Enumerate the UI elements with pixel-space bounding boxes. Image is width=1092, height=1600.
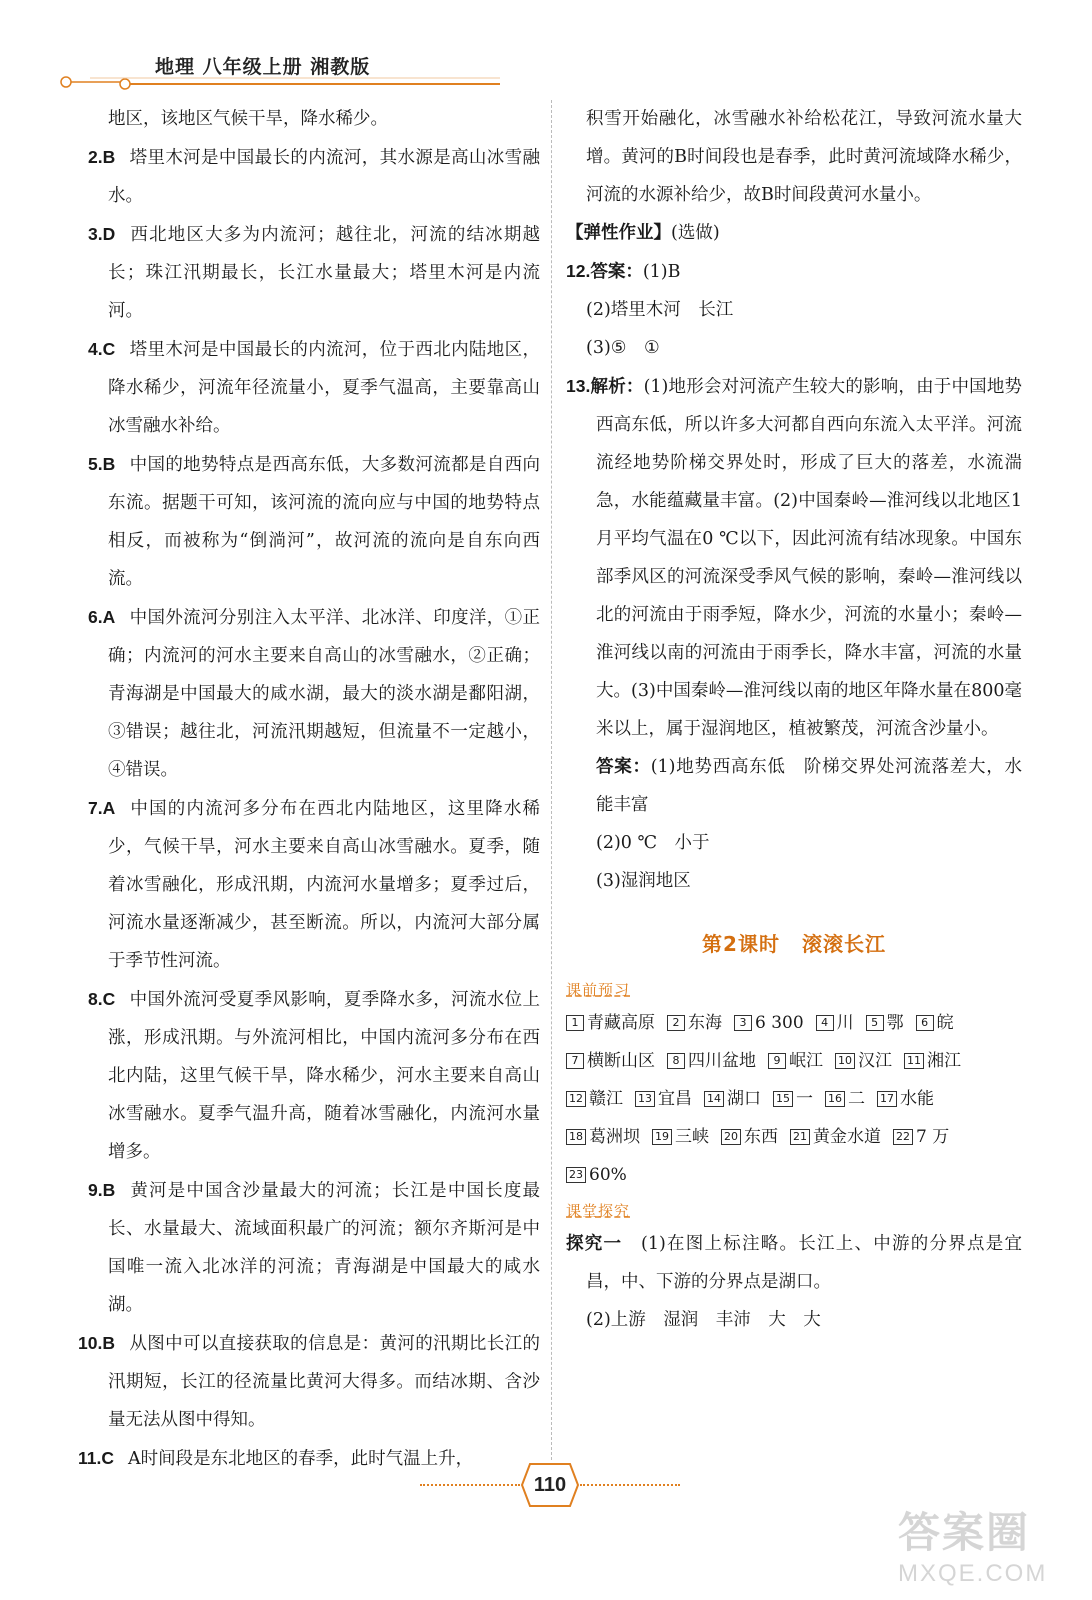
fill-item: 3 6 300 [734, 1004, 804, 1042]
column-divider [551, 100, 552, 1460]
answer-item: 3.D 西北地区大多为内流河；越往北，河流的结冰期越长；珠江汛期最长，长江水量最大；塔里木河是内流河。 [88, 224, 540, 321]
fill-item: 13 宜昌 [635, 1080, 692, 1118]
fill-item: 8 四川盆地 [667, 1042, 756, 1080]
preview-label: 课前预习 [566, 981, 631, 999]
fill-row [566, 1118, 1022, 1156]
fill-item: 10 汉江 [835, 1042, 892, 1080]
fill-item: 20 东西 [721, 1118, 778, 1156]
explore-one-line2: (2)上游 湿润 丰沛 大 大 [586, 1310, 821, 1330]
fill-item: 12 赣江 [566, 1080, 623, 1118]
book-title: 地理 八年级上册 湘教版 [155, 56, 371, 78]
fill-item: 21 黄金水道 [790, 1118, 881, 1156]
fill-item: 16 二 [825, 1080, 865, 1118]
fill-row [566, 1080, 1022, 1118]
answer-item: 5.B 中国的地势特点是西高东低，大多数河流都是自西向东流。据题干可知，该河流的流向应与中国的地势特点相反，而被称为“倒淌河”，故河流的流向是自东向西流。 [88, 454, 540, 589]
q1-continuation: 地区，该地区气候干旱，降水稀少。 [108, 109, 388, 129]
fill-row [566, 1004, 1022, 1042]
answer-item: 2.B 塔里木河是中国最长的内流河，其水源是高山冰雪融水。 [88, 147, 540, 206]
fill-item: 15 一 [773, 1080, 813, 1118]
footer-dots-right [580, 1484, 680, 1486]
q12-line2: (2)塔里木河 长江 [586, 300, 734, 320]
q13-answer: 答案：(1)地势西高东低 阶梯交界处河流落差大，水能丰富 [596, 757, 1022, 815]
answer-item: 9.B 黄河是中国含沙量最大的河流；长江是中国长度最长、水量最大、流域面积最广的河流；额尔齐斯河是中国唯一流入北冰洋的河流；青海湖是中国最大的咸水湖。 [88, 1180, 540, 1315]
fill-item: 18 葛洲坝 [566, 1118, 640, 1156]
fill-item: 11 湘江 [904, 1042, 961, 1080]
answer-item: 7.A 中国的内流河多分布在西北内陆地区，这里降水稀少，气候干旱，河水主要来自高山冰雪融水。夏季，随着冰雪融化，形成汛期，内流河水量增多；夏季过后，河流水量逐渐减少，甚至断流。所以，内流河大部分属于季节性河流。 [88, 798, 540, 971]
fill-answers [566, 1004, 1022, 1194]
fill-item: 4 川 [816, 1004, 854, 1042]
right-column [566, 100, 1022, 1339]
fill-item: 17 水能 [877, 1080, 934, 1118]
footer-dots-left [420, 1484, 520, 1486]
q13-answer-3: (3)湿润地区 [596, 871, 691, 891]
fill-item: 2 东海 [667, 1004, 722, 1042]
left-column [78, 100, 540, 1478]
fill-item: 1 青藏高原 [566, 1004, 655, 1042]
fill-item: 6 皖 [916, 1004, 954, 1042]
page-number: 110 [533, 1474, 567, 1496]
q12: 12.答案：(1)B [566, 261, 681, 282]
fill-row [566, 1042, 1022, 1080]
elastic-heading: 【弹性作业】(选做) [566, 223, 720, 243]
q11-continuation: 积雪开始融化，冰雪融水补给松花江，导致河流水量大增。黄河的B时间段也是春季，此时黄河流域降水稀少，河流的水源补给少，故B时间段黄河水量小。 [586, 109, 1022, 205]
q13-answer-2: (2)0 ℃ 小于 [596, 833, 710, 853]
watermark-logo: 答案圈 MXQE.COM [898, 1508, 1048, 1587]
fill-item: 23 60% [566, 1156, 627, 1194]
fill-row [566, 1156, 1022, 1194]
fill-item: 22 7 万 [893, 1118, 949, 1156]
fill-item: 9 岷江 [768, 1042, 823, 1080]
header-decoration [60, 72, 500, 92]
lesson-title: 第2课时 滚滚长江 [702, 932, 886, 956]
answer-item: 11.C A时间段是东北地区的春季，此时气温上升， [78, 1448, 474, 1469]
explore-label: 课堂探究 [566, 1202, 631, 1220]
fill-item: 19 三峡 [652, 1118, 709, 1156]
page-header [0, 0, 1092, 100]
answer-item: 10.B 从图中可以直接获取的信息是：黄河的汛期比长江的汛期短，长江的径流量比黄河大得多。而结冰期、含沙量无法从图中得知。 [78, 1333, 540, 1430]
fill-item: 14 湖口 [704, 1080, 761, 1118]
explore-one: 探究一 (1)在图上标注略。长江上、中游的分界点是宜昌，中、下游的分界点是湖口。 [566, 1234, 1022, 1292]
answer-item: 6.A 中国外流河分别注入太平洋、北冰洋、印度洋，①正确；内流河的河水主要来自高山的冰雪融水，②正确；青海湖是中国最大的咸水湖，最大的淡水湖是鄱阳湖，③错误；越往北，河流汛期越短，但流量不一定越小，④错误。 [88, 607, 540, 780]
answer-item: 8.C 中国外流河受夏季风影响，夏季降水多，河流水位上涨，形成汛期。与外流河相比，中国内流河多分布在西北内陆，这里气候干旱，降水稀少，河水主要来自高山冰雪融水。夏季气温升高，随着冰雪融化，内流河水量增多。 [88, 989, 540, 1162]
fill-item: 7 横断山区 [566, 1042, 655, 1080]
q12-line3: (3)⑤ ① [586, 338, 660, 358]
answer-item: 4.C 塔里木河是中国最长的内流河，位于西北内陆地区，降水稀少，河流年径流量小，夏季气温高，主要靠高山冰雪融水补给。 [88, 339, 540, 436]
fill-item: 5 鄂 [866, 1004, 904, 1042]
q13-analysis: 13.解析：(1)地形会对河流产生较大的影响，由于中国地势西高东低，所以许多大河都自西向东流入太平洋。河流流经地势阶梯交界处时，形成了巨大的落差，水流湍急，水能蕴藏量丰富。(2)中国秦岭—淮河线以北地区1月平均气温在0 ℃以下，因此河流有结冰现象。中国东部季风区的河流深受季风气候的影响，秦岭—淮河线以北的河流由于雨季短，降水少，河流的水量小；秦岭—淮河线以南的河流由于雨季长，降水丰富，河流的水量大。(3)中国秦岭—淮河线以南的地区年降水量在800毫米以上，属于湿润地区，植被繁茂，河流含沙量小。 [566, 376, 1022, 739]
